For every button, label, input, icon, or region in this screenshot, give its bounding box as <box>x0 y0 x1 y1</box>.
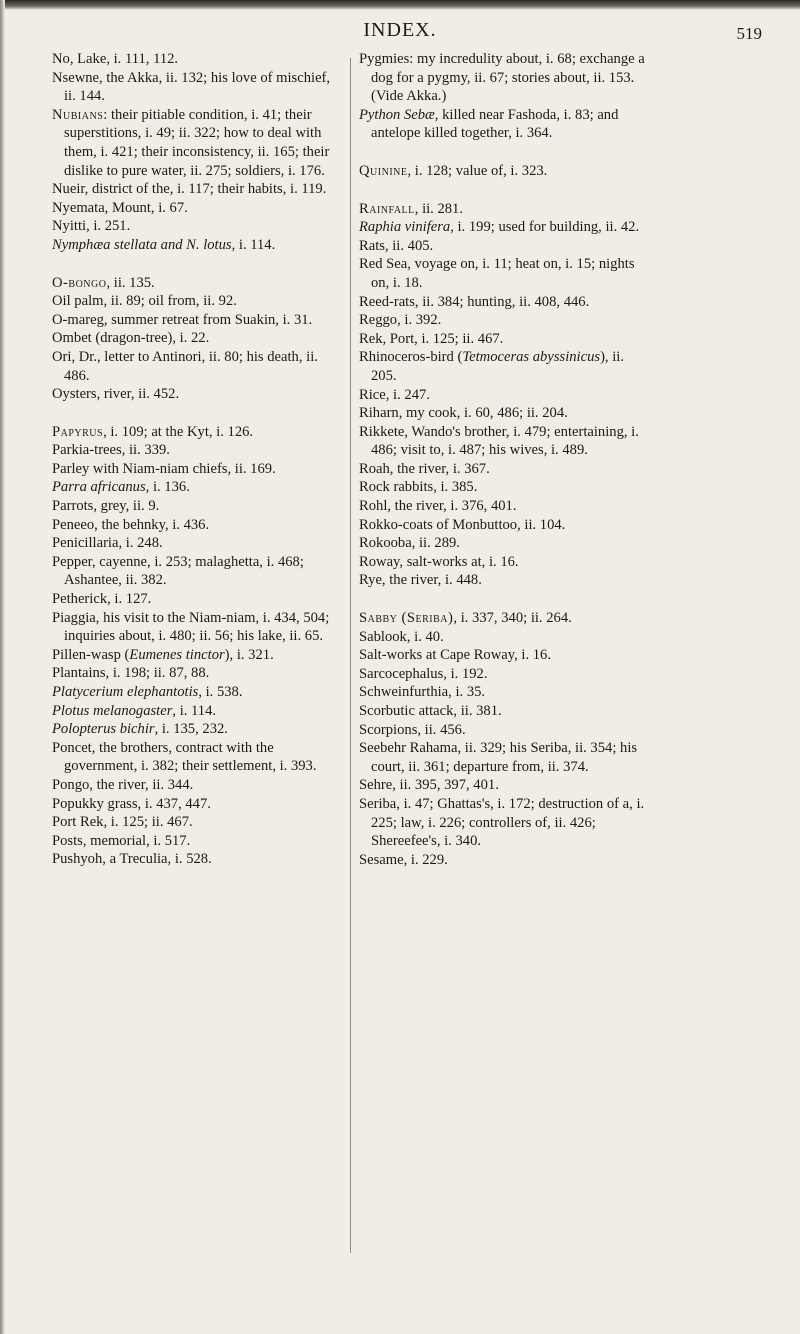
entry-references: , ii. 289. <box>411 535 460 552</box>
entry-references: , ii. 9. <box>125 498 160 515</box>
index-entry <box>52 850 344 869</box>
page-left-shadow <box>0 0 5 1334</box>
index-entry <box>359 851 651 870</box>
entry-heading: Plotus melanogaster <box>52 702 173 719</box>
entry-heading: Polopterus bichir <box>52 721 155 738</box>
entry-heading: Nsewne, the Akka <box>52 69 159 86</box>
entry-heading: Sabby (Seriba) <box>359 610 454 627</box>
index-entry <box>52 236 344 255</box>
index-entry <box>359 571 651 590</box>
entry-references: , ii. 104. <box>517 516 566 533</box>
entry-references: , ii. 344. <box>145 776 194 793</box>
page-top-shadow <box>0 0 800 10</box>
entry-references: , ii. 281. <box>414 200 464 217</box>
index-entry <box>52 385 344 404</box>
index-column-left <box>52 50 344 869</box>
entry-references: , ii. 89; oil from, ii. 92. <box>103 293 237 310</box>
entry-references: , i. 40. <box>406 628 444 645</box>
entry-heading: Seebehr Rahama <box>359 740 458 757</box>
entry-heading: Peneeo, the behnky <box>52 516 165 533</box>
index-entry <box>52 702 344 721</box>
entry-references: , i. 135, 232. <box>154 721 228 738</box>
index-entry <box>359 106 651 143</box>
entry-references: , i. 337, 340; ii. 264. <box>453 610 572 627</box>
entry-references: , ii. 339. <box>121 442 170 459</box>
entry-heading: Pygmies <box>359 51 410 67</box>
index-entry <box>359 218 651 237</box>
index-entry <box>359 776 651 795</box>
entry-heading: Nubians <box>52 106 104 123</box>
entry-heading: Rats <box>359 237 385 254</box>
index-entry <box>52 683 344 702</box>
entry-references: , i. 125; ii. 467. <box>414 330 504 347</box>
entry-references: , i. 437, 447. <box>137 795 211 812</box>
entry-heading: Tetmoceras abyssinicus <box>462 349 601 366</box>
entry-references: , ii. 405. <box>384 237 434 254</box>
entry-heading: Raphia vinifera <box>359 219 451 236</box>
index-entry <box>52 311 344 330</box>
entry-references: , ii. 169. <box>227 460 276 477</box>
entry-references: ), ii. 205. <box>371 349 624 384</box>
entry-heading: Riharn, my cook <box>359 405 457 422</box>
entry-heading: Rikkete, Wando's brother <box>359 423 506 440</box>
entry-heading: Nueir, district of the <box>52 181 170 198</box>
index-entry <box>359 683 651 702</box>
index-entry <box>52 739 344 776</box>
entry-heading: Rye, the river <box>359 572 438 589</box>
entry-references: , i. 16. <box>481 553 519 570</box>
index-entry <box>52 478 344 497</box>
entry-heading: Nymphæa stellata and N. lotus <box>52 236 232 253</box>
entry-heading: Piaggia <box>52 609 96 626</box>
entry-heading: Platycerium elephantotis <box>52 684 199 700</box>
index-entry <box>359 200 651 219</box>
column-divider <box>350 58 351 1253</box>
entry-heading: Eumenes tinctor <box>129 646 225 663</box>
entry-heading: Reggo <box>359 312 398 329</box>
entry-references: , i. 125; ii. 467. <box>103 814 193 831</box>
index-entry <box>52 423 344 442</box>
entry-heading: Sarcocephalus <box>359 665 444 682</box>
entry-heading: Salt-works at Cape Roway <box>359 647 515 664</box>
entry-references: : their pitiable condition, i. 41; their superstitions, i. 49; ii. 322; how to deal with them, i. 421; their inconsistency, ii. 165; their dislike to pure water, ii. 275; soldiers, i. 176. <box>64 106 330 179</box>
entry-references: , i. 198; ii. 87, 88. <box>105 665 210 682</box>
entry-references: , i. 22. <box>172 330 210 347</box>
entry-references: , i. 448. <box>437 572 482 589</box>
index-entry <box>52 441 344 460</box>
entry-references: , i. 128; value of, i. 323. <box>407 162 548 179</box>
entry-references: , killed near Fashoda, i. 83; and antelope killed together, i. 364. <box>371 106 619 142</box>
index-entry <box>52 813 344 832</box>
index-entry <box>52 497 344 516</box>
entry-heading: Plantains <box>52 665 106 682</box>
entry-heading: Roway, salt-works at <box>359 553 482 570</box>
index-entry <box>52 69 344 106</box>
index-entry <box>52 516 344 535</box>
index-entry <box>52 832 344 851</box>
index-entry <box>52 776 344 795</box>
entry-heading: Penicillaria <box>52 535 119 552</box>
entry-heading: Rock rabbits <box>359 479 434 496</box>
index-entry <box>359 478 651 497</box>
entry-heading: Parley with Niam-niam chiefs <box>52 460 228 477</box>
entry-references: , ii. 384; hunting, ii. 408, 446. <box>414 293 590 310</box>
entry-references: , i. 67. <box>150 199 188 216</box>
index-entry <box>359 330 651 349</box>
entry-heading: O-mareg <box>52 311 104 328</box>
index-entry <box>359 516 651 535</box>
entry-heading: Python Sebæ <box>359 106 435 123</box>
entry-heading: Pongo, the river <box>52 776 146 793</box>
entry-references: , i. 60, 486; ii. 204. <box>456 405 568 422</box>
entry-references: , i. 251. <box>86 218 131 235</box>
index-column-right <box>359 50 651 869</box>
entry-references: , contract with the government, i. 382; their settlement, i. 393. <box>64 739 317 775</box>
entry-heading: Poncet, the brothers <box>52 739 169 756</box>
entry-heading: Quinine <box>359 162 408 179</box>
entry-references: , ii. 452. <box>130 386 180 403</box>
entry-references: , i. 109; at the Kyt, i. 126. <box>103 423 254 440</box>
index-entry <box>52 720 344 739</box>
index-entry <box>359 609 651 628</box>
entry-references: , i. 392. <box>397 312 442 329</box>
entry-heading: Ombet (dragon-tree) <box>52 330 173 347</box>
entry-heading: Sesame <box>359 851 404 868</box>
entry-heading: Rokooba <box>359 535 412 552</box>
index-entry <box>52 553 344 590</box>
entry-prefix: Pillen-wasp ( <box>52 646 130 663</box>
index-entry <box>359 404 651 423</box>
index-entry <box>52 106 344 180</box>
entry-references: , i. 538. <box>198 684 243 700</box>
entry-references: , ii. 456. <box>417 721 466 738</box>
entry-references: , ii. 135. <box>106 274 155 291</box>
entry-references: , i. 229. <box>403 851 448 868</box>
entry-heading: Papyrus <box>52 423 104 440</box>
running-header <box>0 19 800 45</box>
entry-heading: Rohl, the river <box>359 498 444 515</box>
index-entry <box>52 646 344 665</box>
index-entry <box>52 217 344 236</box>
entry-heading: Pepper, cayenne <box>52 553 148 570</box>
entry-references: , i. 35. <box>448 684 486 701</box>
index-entry <box>52 590 344 609</box>
index-entry <box>52 664 344 683</box>
index-entry <box>52 180 344 199</box>
page-number: 519 <box>736 24 762 43</box>
index-entry <box>52 348 344 385</box>
entry-heading: Parkia-trees <box>52 442 122 459</box>
index-entry <box>52 274 344 293</box>
entry-heading: Nyemata, Mount <box>52 199 151 216</box>
index-entry <box>52 609 344 646</box>
entry-references: , i. 517. <box>146 832 191 849</box>
entry-heading: Red Sea <box>359 256 408 273</box>
index-entry <box>359 255 651 292</box>
index-entry <box>52 329 344 348</box>
entry-heading: Reed-rats <box>359 293 415 310</box>
entry-references: , i. 376, 401. <box>443 498 517 515</box>
entry-heading: Scorpions <box>359 721 418 738</box>
entry-heading: Rainfall <box>359 200 415 217</box>
entry-heading: O-bongo <box>52 274 107 291</box>
entry-heading: Sehre <box>359 777 393 794</box>
entry-references: , ii. 381. <box>453 703 502 719</box>
entry-references: , i. 253; malaghetta, i. 468; Ashantee, ii. 382. <box>64 553 304 589</box>
index-entry <box>359 162 651 181</box>
entry-references: , i. 114. <box>231 236 276 253</box>
entry-references: , i. 136. <box>145 479 190 496</box>
index-entry <box>359 293 651 312</box>
entry-heading: Oysters, river <box>52 386 131 403</box>
entry-heading: Ori, Dr. <box>52 348 97 365</box>
index-entry <box>52 199 344 218</box>
entry-heading: Roah, the river <box>359 460 446 477</box>
index-entry <box>52 795 344 814</box>
entry-references: , voyage on, i. 11; heat on, i. 15; nights on, i. 18. <box>371 256 635 291</box>
index-entry <box>359 646 651 665</box>
entry-references: , i. 367. <box>445 460 490 477</box>
entry-references: , letter to Antinori, ii. 80; his death, ii. 486. <box>64 348 318 384</box>
entry-references: , i. 199; used for building, ii. 42. <box>450 219 640 236</box>
entry-heading: Petherick <box>52 591 108 608</box>
entry-references: , i. 385. <box>433 479 478 496</box>
entry-heading: Sablook <box>359 628 407 645</box>
entry-heading: Pushyoh, a Treculia <box>52 851 168 868</box>
index-entry <box>359 423 651 460</box>
index-entry <box>359 553 651 572</box>
index-entry <box>359 311 651 330</box>
entry-references: , i. 247. <box>385 386 430 403</box>
index-entry <box>359 739 651 776</box>
entry-heading: Seriba <box>359 795 397 812</box>
entry-references: , ii. 132; his love of mischief, ii. 144. <box>64 69 331 105</box>
index-entry <box>52 460 344 479</box>
entry-heading: Oil palm <box>52 293 104 310</box>
entry-references: , i. 192. <box>443 665 488 682</box>
index-entry <box>359 534 651 553</box>
entry-references: , i. 248. <box>118 535 163 552</box>
entry-references: , i. 479; entertaining, i. 486; visit to, i. 487; his wives, i. 489. <box>371 423 639 459</box>
index-entry <box>359 348 651 385</box>
entry-references: , i. 436. <box>164 516 210 533</box>
index-entry <box>52 534 344 553</box>
entry-references: , ii. 329; his Seriba, ii. 354; his court, ii. 361; departure from, ii. 374. <box>371 740 638 775</box>
entry-references: , i. 111, 112. <box>106 51 179 67</box>
page-title: INDEX. <box>363 19 437 41</box>
entry-references: : my incredulity about, i. 68; exchange a dog for a pygmy, ii. 67; stories about, ii. 153. (Vide Akka.) <box>371 51 645 105</box>
entry-heading: No, Lake <box>52 51 107 67</box>
index-entry <box>359 386 651 405</box>
entry-references: , i. 127. <box>107 591 152 608</box>
index-entry <box>359 665 651 684</box>
entry-references: , i. 117; their habits, i. 119. <box>169 181 327 198</box>
entry-references: , i. 114. <box>172 702 217 719</box>
index-entry <box>359 50 651 106</box>
entry-heading: Schweinfurthia <box>359 684 449 701</box>
entry-references: , i. 528. <box>167 851 212 868</box>
entry-heading: Parrots, grey <box>52 498 126 515</box>
index-entry <box>52 292 344 311</box>
entry-references: ), i. 321. <box>224 646 274 663</box>
entry-heading: Port Rek <box>52 814 104 831</box>
index-entry <box>359 237 651 256</box>
entry-heading: Popukky grass <box>52 795 138 812</box>
entry-heading: Parra africanus <box>52 479 146 496</box>
entry-references: , i. 47; Ghattas's, i. 172; destruction of a, i. 225; law, i. 226; controllers of, ii. 426; Shereefee's, i. 340. <box>371 795 645 850</box>
index-entry <box>359 795 651 851</box>
entry-heading: Scorbutic attack <box>359 703 454 719</box>
entry-references: , ii. 395, 397, 401. <box>392 777 499 794</box>
entry-heading: Rice <box>359 386 386 403</box>
index-entry <box>52 50 344 69</box>
entry-heading: Rokko-coats of Monbuttoo <box>359 516 518 533</box>
entry-heading: Nyitti <box>52 218 87 235</box>
index-entry <box>359 497 651 516</box>
entry-heading: Posts, memorial <box>52 832 147 849</box>
index-entry <box>359 721 651 740</box>
entry-references: , his visit to the Niam-niam, i. 434, 504; inquiries about, i. 480; ii. 56; his lake, ii. 65. <box>64 609 330 645</box>
entry-references: , i. 16. <box>514 647 551 664</box>
index-entry <box>359 628 651 647</box>
entry-heading: Rek, Port <box>359 330 415 347</box>
index-entry <box>359 460 651 479</box>
index-entry <box>359 702 651 721</box>
entry-references: , summer retreat from Suakin, i. 31. <box>103 311 313 328</box>
entry-prefix: Rhinoceros-bird ( <box>359 349 463 366</box>
